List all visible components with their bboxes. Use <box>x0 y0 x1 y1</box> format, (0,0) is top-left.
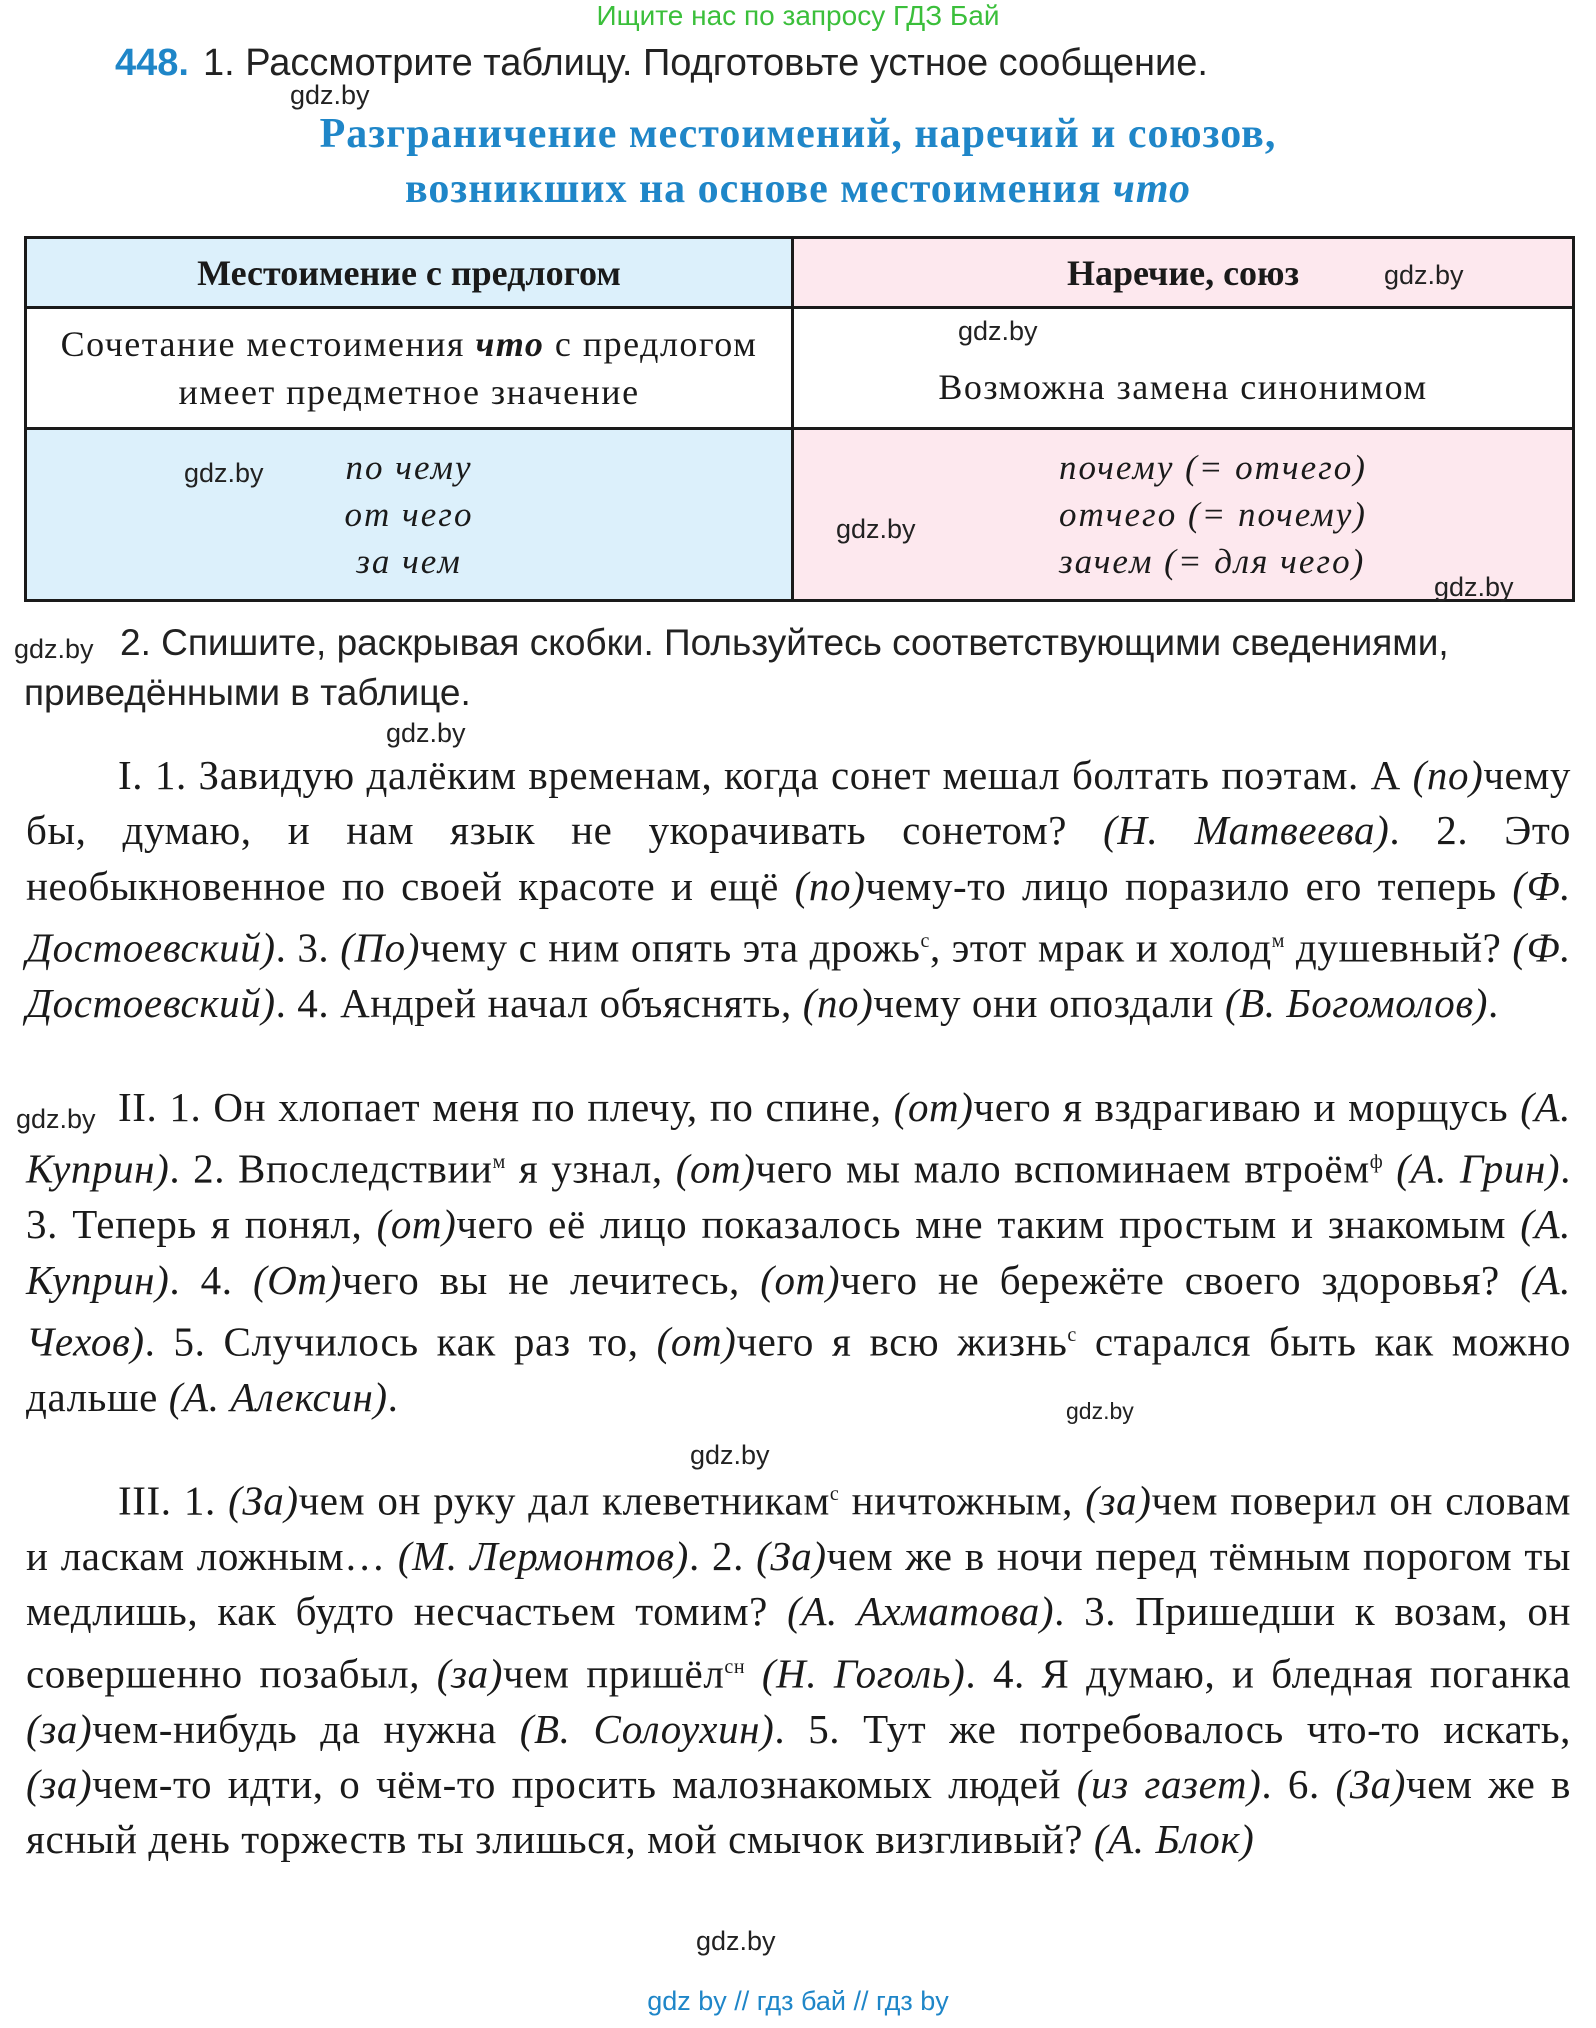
text-fragment: . 5. Тут же потребовалось что-то искать, <box>774 1705 1572 1752</box>
italic-fragment: (А. Алексин) <box>168 1373 388 1420</box>
text-fragment: чего я всю жизнь <box>736 1318 1068 1365</box>
example-pronoun: по чему <box>345 448 473 487</box>
text-fragment: чего вы не лечитесь, <box>341 1256 761 1303</box>
superscript-mark: м <box>1271 929 1285 952</box>
text-fragment: . 3. Теперь я понял, <box>26 1145 1571 1248</box>
italic-fragment: (За) <box>756 1532 827 1579</box>
text-fragment <box>745 1650 762 1696</box>
text-fragment: . 2. Впоследствии <box>169 1145 493 1192</box>
task-heading <box>115 42 1208 85</box>
watermark: gdz.by <box>16 1104 96 1134</box>
italic-fragment: (от) <box>376 1201 457 1248</box>
italic-fragment: (от) <box>656 1318 737 1365</box>
text-fragment: чем же в ночи перед тёмным порогом ты медлишь, как будто несчастьем томим? <box>26 1532 1572 1635</box>
text-fragment: III. 1. <box>118 1477 229 1524</box>
text-fragment: чему с ним опять эта дрожь <box>420 924 921 971</box>
watermark: gdz.by <box>696 1926 776 1956</box>
text-fragment: чем пришёл <box>502 1650 725 1697</box>
italic-fragment: (М. Лермонтов) <box>397 1532 689 1579</box>
text-fragment <box>1383 1146 1396 1192</box>
italic-fragment: (за) <box>1085 1477 1152 1524</box>
italic-fragment: (За) <box>228 1477 299 1524</box>
example-pronoun: от чего <box>344 495 474 534</box>
table-title-word: что <box>1112 166 1192 212</box>
italic-fragment: (В. Солоухин) <box>519 1705 775 1752</box>
text-fragment: старался быть как можно дальше <box>26 1318 1572 1420</box>
exercise-part-2 <box>26 1080 1571 1425</box>
example-adverb: зачем (= для чего) <box>1059 542 1366 581</box>
footer-links[interactable]: gdz by // гдз бай // гдз by <box>647 1986 949 2016</box>
italic-fragment: (А. Блок) <box>1093 1816 1255 1863</box>
site-banner: Ищите нас по запросу ГДЗ Бай <box>596 0 1000 31</box>
superscript-mark: сн <box>724 1655 746 1678</box>
text-fragment: . <box>387 1373 399 1420</box>
italic-fragment: (А. Грин) <box>1396 1145 1561 1192</box>
watermark: gdz.by <box>690 1440 770 1470</box>
text-fragment: . 4. Я думаю, и бледная поганка <box>965 1650 1571 1697</box>
text-fragment: чему бы, думаю, и нам язык не укорачивать сонетом? <box>26 752 1571 854</box>
text-fragment: II. 1. Он хлопает меня по плечу, по спине, <box>118 1084 894 1130</box>
watermark: gdz.by <box>386 718 466 748</box>
superscript-mark: с <box>1067 1323 1077 1346</box>
text-fragment: . 5. Случилось как раз то, <box>144 1318 657 1365</box>
italic-fragment: (А. Куприн) <box>26 1201 1571 1303</box>
table-title-line-1: Разграничение местоимений, наречий и союзов, <box>319 111 1277 157</box>
table-title-line-2 <box>0 165 1596 213</box>
watermark: gdz.by <box>290 80 370 110</box>
watermark: gdz.by <box>14 634 94 664</box>
text-fragment: чего мы мало вспоминаем втроём <box>755 1145 1370 1192</box>
text-fragment: . 2. <box>688 1532 757 1579</box>
italic-fragment: (за) <box>26 1760 93 1807</box>
text-fragment: чем он руку дал клеветникам <box>298 1477 830 1524</box>
desc-pronoun-a: Сочетание местоимения <box>60 324 476 364</box>
text-fragment: чем-нибудь да нужна <box>92 1705 520 1752</box>
header-adverb-conjunction: Наречие, союз <box>793 238 1574 308</box>
italic-fragment: (от) <box>893 1084 974 1130</box>
italic-fragment: (Н. Матвеева) <box>1103 807 1390 854</box>
text-fragment: . 4. Андрей начал объяснять, <box>275 979 803 1026</box>
text-fragment: . 3. <box>275 924 341 971</box>
superscript-mark: ф <box>1369 1151 1384 1174</box>
italic-fragment: (А. Куприн) <box>26 1084 1572 1192</box>
text-fragment: . 4. <box>169 1256 253 1303</box>
superscript-mark: с <box>829 1483 840 1505</box>
watermark: gdz.by <box>1434 572 1514 602</box>
italic-fragment: (По) <box>340 924 421 971</box>
task-number: 448. <box>115 42 189 84</box>
text-fragment: . 2. Это необыкновенное по своей красоте и ещё <box>26 807 1572 909</box>
desc-pronoun-b: с предлогом имеет предметное значение <box>178 324 758 412</box>
italic-fragment: (А. Чехов) <box>26 1256 1571 1365</box>
text-fragment: чему они опоздали <box>873 979 1225 1026</box>
example-pronoun: за чем <box>356 542 462 581</box>
italic-fragment: (от) <box>675 1145 756 1192</box>
text-fragment: чем же в ясный день торжеств ты злишься, мой смычок визгливый? <box>26 1760 1571 1863</box>
text-fragment: чего её лицо показалось мне таким простым и знакомым <box>456 1201 1521 1248</box>
text-fragment: . 3. Пришедши к возам, он совершенно позабыл, <box>26 1588 1572 1697</box>
italic-fragment: (Ф. Достоевский) <box>26 862 1572 971</box>
table-title-prefix: возникших на основе местоимения <box>404 166 1113 212</box>
example-adverb: отчего (= почему) <box>1059 495 1367 534</box>
text-fragment: чего я вздрагиваю и морщусь <box>973 1084 1521 1130</box>
text-fragment: , этот мрак и холод <box>929 924 1272 971</box>
exercise-part-3 <box>26 1467 1571 1867</box>
watermark: gdz.by <box>1066 1398 1134 1424</box>
text-fragment: чему-то лицо поразило его теперь <box>865 862 1513 909</box>
superscript-mark: м <box>492 1151 506 1174</box>
italic-fragment: (За) <box>1335 1760 1406 1807</box>
text-fragment: чем-то идти, о чём-то просить малознакомых людей <box>92 1760 1077 1807</box>
example-adverb: почему (= отчего) <box>1059 448 1367 487</box>
desc-pronoun <box>26 308 793 429</box>
task-instruction-1: 1. Рассмотрите таблицу. Подготовьте устное сообщение. <box>202 42 1208 84</box>
watermark: gdz.by <box>836 514 916 544</box>
header-pronoun: Местоимение с предлогом <box>26 238 793 308</box>
italic-fragment: (за) <box>436 1650 503 1697</box>
watermark: gdz.by <box>958 316 1038 346</box>
italic-fragment: (Н. Гоголь) <box>761 1650 966 1697</box>
examples-pronoun <box>26 429 793 601</box>
superscript-mark: с <box>920 929 930 952</box>
desc-pronoun-word: что <box>475 324 545 364</box>
italic-fragment: (по) <box>794 862 866 909</box>
italic-fragment: (А. Ахматова) <box>787 1588 1055 1635</box>
italic-fragment: (В. Богомолов) <box>1224 979 1489 1026</box>
text-fragment: чем поверил он словам и ласкам ложным… <box>26 1477 1571 1579</box>
watermark: gdz.by <box>1384 260 1464 290</box>
text-fragment: I. 1. Завидую далёким временам, когда сонет мешал болтать поэтам. А <box>118 752 1413 798</box>
italic-fragment: (Ф. Достоевский) <box>26 924 1572 1026</box>
text-fragment: чего не бережёте своего здоровья? <box>840 1256 1521 1303</box>
italic-fragment: (от) <box>760 1256 841 1303</box>
desc-adverb: Возможна замена синонимом <box>793 308 1574 429</box>
text-fragment: ничтожным, <box>839 1477 1086 1524</box>
exercise-part-1 <box>26 748 1571 1031</box>
italic-fragment: (по) <box>802 979 874 1026</box>
text-fragment: . <box>1488 979 1499 1026</box>
italic-fragment: (из газет) <box>1076 1760 1262 1807</box>
text-fragment: душевный? <box>1284 924 1513 971</box>
task-instruction-2: 2. Спишите, раскрывая скобки. Пользуйтесь соответствующими сведениями, приведёнными в таблице. <box>24 622 1449 713</box>
italic-fragment: (по) <box>1412 752 1484 798</box>
italic-fragment: (От) <box>252 1256 342 1303</box>
watermark: gdz.by <box>184 458 264 488</box>
italic-fragment: (за) <box>26 1705 93 1752</box>
text-fragment: я узнал, <box>505 1145 676 1192</box>
comparison-table <box>24 236 1575 602</box>
text-fragment: . 6. <box>1261 1760 1336 1807</box>
